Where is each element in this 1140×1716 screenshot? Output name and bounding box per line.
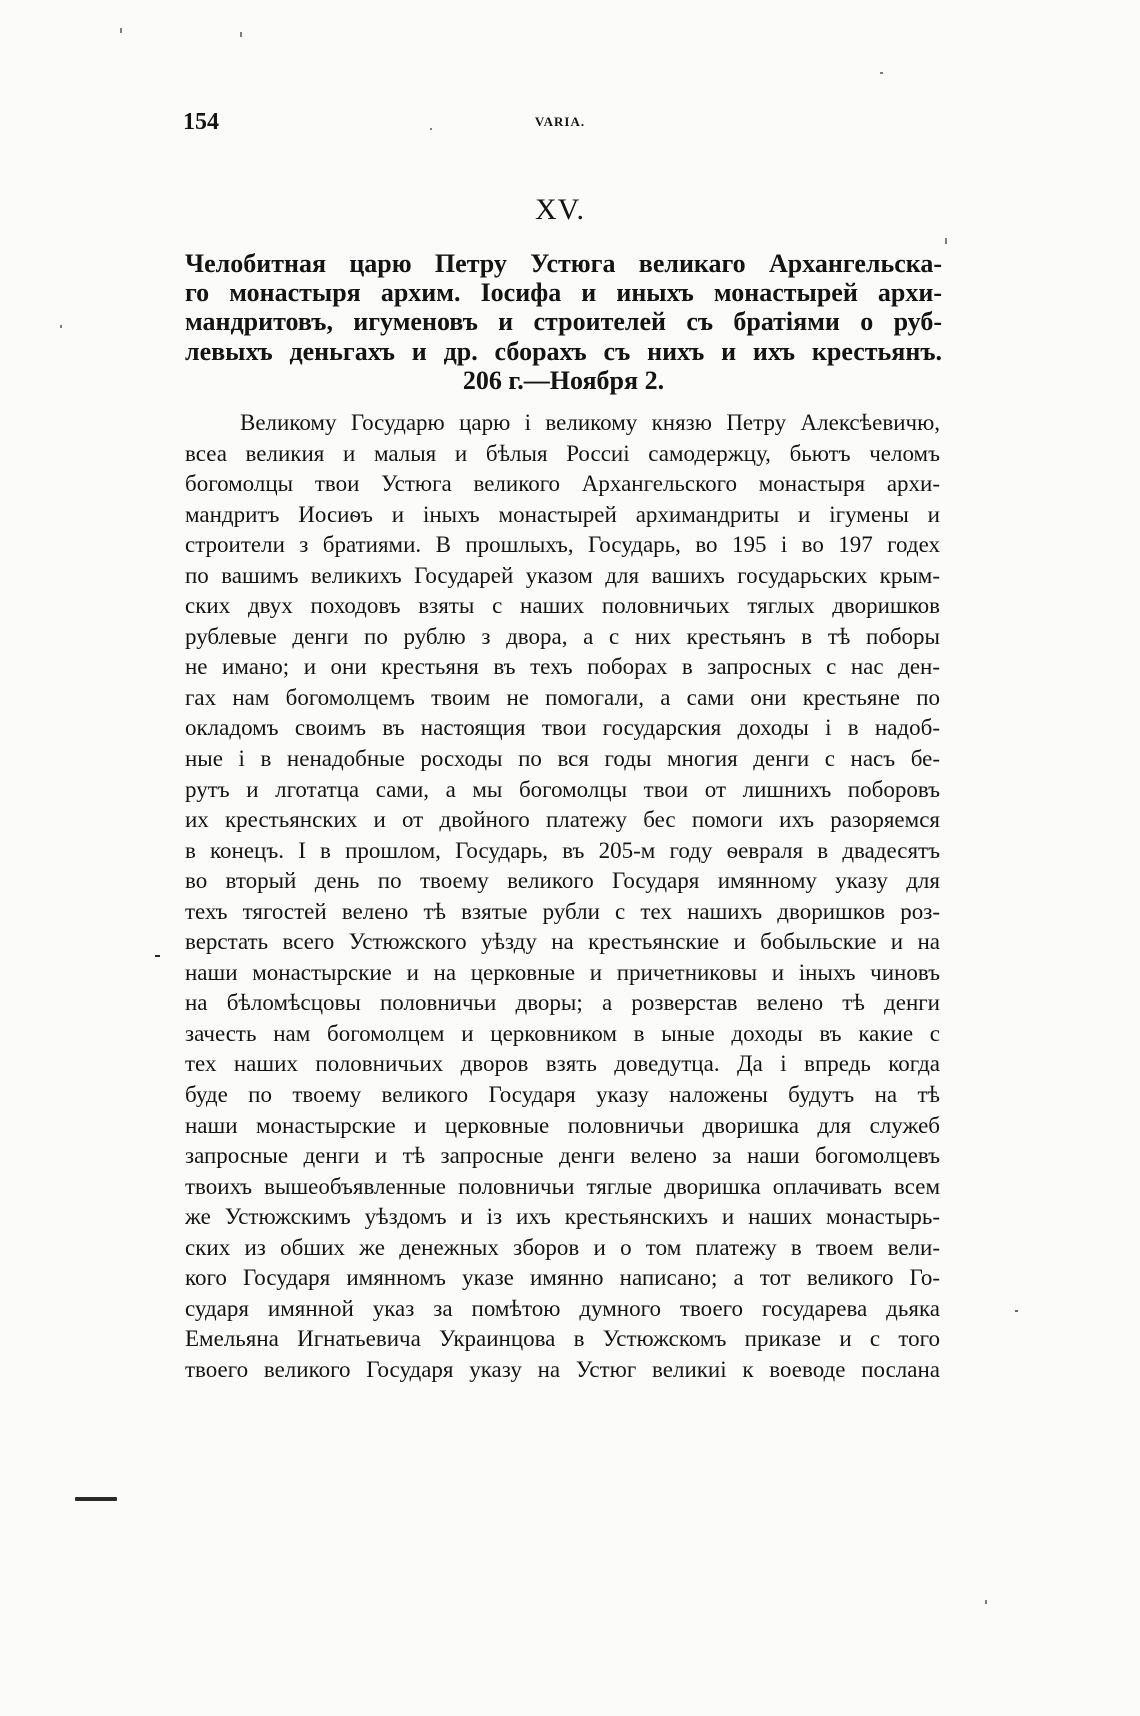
title-line: мандритовъ, игуменовъ и строителей съ братіями о руб- [185,307,942,337]
body-line: ских из обших же денежных зборов и о том платежу в твоем вели- [185,1234,940,1260]
scan-mark [430,128,432,130]
body-line: ные і в ненадобные росходы по вся годы многия денги с насъ бе- [185,746,940,772]
scan-mark [155,955,160,957]
scan-mark [1015,1310,1018,1312]
body-line: ских двух походовъ взяты с наших половничьих тяглых дворишков [185,593,940,619]
body-line: в конецъ. І в прошлом, Государь, въ 205-м году ѳевраля в двадесятъ [185,837,940,863]
body-line: зачесть нам богомолцем и церковником в ыные доходы въ какие с [185,1020,940,1046]
scan-mark [880,72,883,74]
body-line: мандритъ Иосиѳъ и іныхъ монастырей архимандриты и ігумены и [185,501,940,527]
title-line: левыхъ деньгахъ и др. сборахъ съ нихъ и ихъ крестьянъ. [185,336,942,366]
body-line: наши монастырские и церковные половничьи дворишка для служеб [185,1112,940,1138]
scan-mark [120,28,122,33]
scan-mark [945,238,947,244]
body-line: их крестьянских и от двойного платежу бес помоги ихъ разоряемся [185,807,940,833]
scan-mark [60,325,62,328]
scan-mark [240,32,242,37]
document-body [185,408,940,1386]
scan-mark [75,1497,117,1501]
body-line: тех наших половничьих дворов взять доведутца. Да і впредь когда [185,1051,940,1077]
body-line: строители з братиями. В прошлыхъ, Государь, во 195 і во 197 годех [185,532,940,558]
page-number: 154 [183,109,219,135]
body-line: верстать всего Устюжского уѣзду на крестьянские и бобыльские и на [185,929,940,955]
body-line: не имано; и они крестьяня въ техъ поборах в запросных с нас ден- [185,654,940,680]
body-line: твоихъ вышеобъявленные половничьи тяглые дворишка оплачивать всем [185,1173,940,1199]
body-line: рутъ и лготатца сами, а мы богомолцы твои от лишнихъ поборовъ [185,776,940,802]
body-line: богомолцы твои Устюга великого Архангельского монастыря архи- [185,471,940,497]
body-line: всеа великия и малыя и бѣлыя Россиі самодержцу, бьютъ челомъ [185,440,940,466]
body-line: техъ тягостей велено тѣ взятые рубли с тех нашихъ дворишков роз- [185,898,940,924]
title-line: Челобитная царю Петру Устюга великаго Архангельска- [185,249,942,278]
body-line: на бѣломѣсцовы половничьи дворы; а розверстав велено тѣ денги [185,990,940,1016]
body-line: гах нам богомолцемъ твоим не помогали, а сами они крестьяне по [185,684,940,710]
title-line: го монастыря архим. Іосифа и иныхъ монастырей архи- [185,278,942,308]
body-line: запросные денги и тѣ запросные денги велено за наши богомолцевъ [185,1143,940,1169]
body-line: наши монастырские и на церковные и причетниковы и іныхъ чиновъ [185,959,940,985]
body-line: окладомъ своимъ въ настоящия твои государския доходы і в надоб- [185,715,940,741]
section-number: XV. [535,193,585,226]
body-line: Емельяна Игнатьевича Украинцова в Устюжскомъ приказе и с того [185,1326,940,1352]
body-line: по вашимъ великихъ Государей указом для вашихъ государьских крым- [185,562,940,588]
scan-mark [985,1600,987,1604]
body-line: сударя имянной указ за помѣтою думного твоего государева дьяка [185,1295,940,1321]
body-line: кого Государя имянномъ указе имянно написано; а тот великого Го- [185,1265,940,1291]
body-line: же Устюжскимъ уѣздомъ и із ихъ крестьянскихъ и наших монастырь- [185,1204,940,1230]
title-date-line: 206 г.—Ноября 2. [462,365,665,395]
document-title [185,249,942,395]
body-line: твоего великого Государя указу на Устюг великиі к воеводе послана [185,1356,940,1382]
body-line: буде по твоему великого Государя указу наложены будутъ на тѣ [185,1082,940,1108]
body-line: Великому Государю царю і великому князю Петру Алексѣевичю, [240,410,940,435]
running-title: VARIA. [534,114,586,129]
body-line: рублевые денги по рублю з двора, а с них крестьянъ в тѣ поборы [185,623,940,649]
body-line: во вторый день по твоему великого Государя имянному указу для [185,868,940,894]
